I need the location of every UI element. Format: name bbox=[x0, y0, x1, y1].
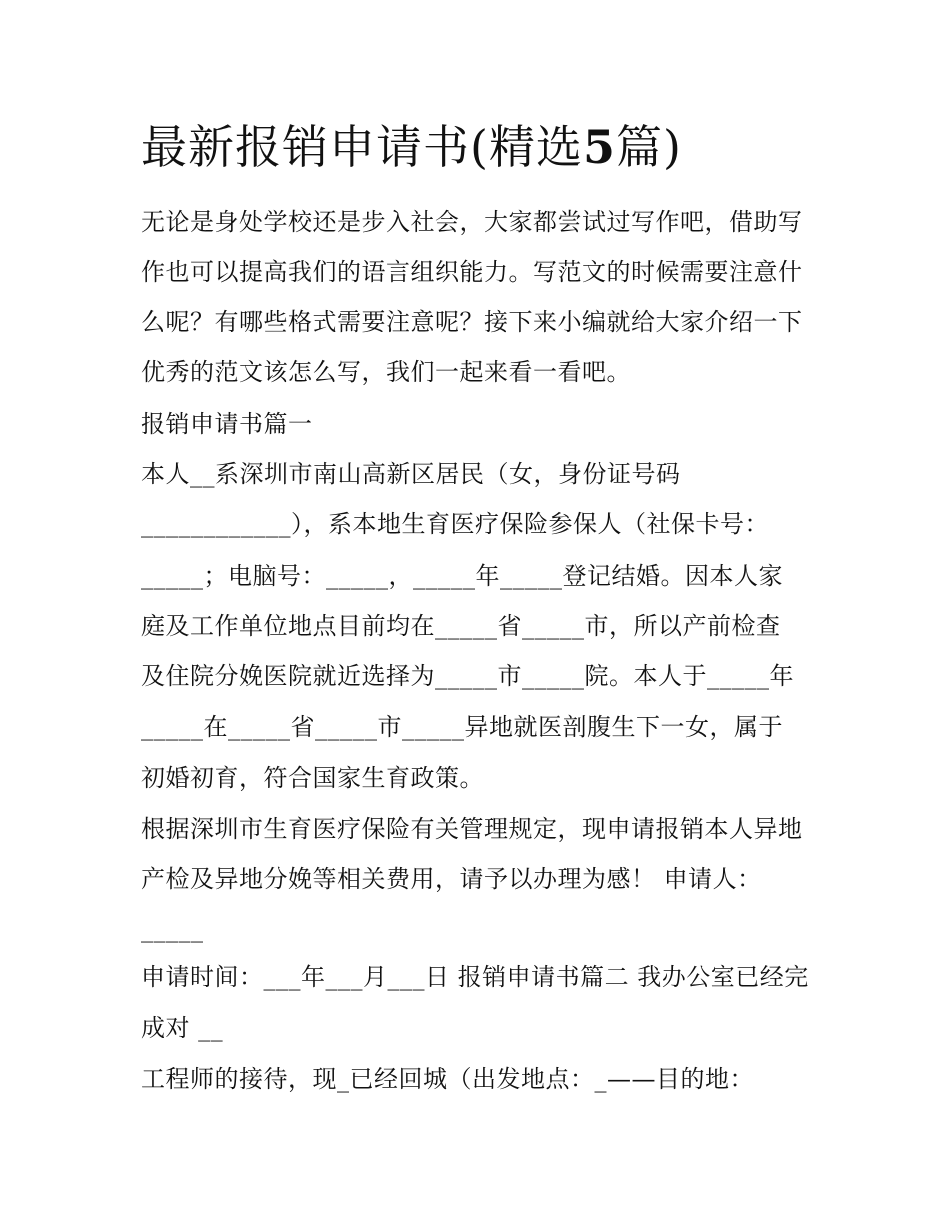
paragraph-line: ____________），系本地生育医疗保险参保人（社保卡号： bbox=[141, 510, 769, 538]
paragraph-line: 么呢？有哪些格式需要注意呢？接下来小编就给大家介绍一下 bbox=[141, 308, 803, 336]
paragraph-line: 初婚初育，符合国家生育政策。 bbox=[141, 764, 484, 792]
paragraph-line: 及住院分娩医院就近选择为_____市_____院。本人于_____年 bbox=[141, 662, 794, 690]
paragraph-line: _____在_____省_____市_____异地就医剖腹生下一女，属于 bbox=[141, 713, 783, 741]
title-prefix: 最新报销申请书(精选 bbox=[141, 120, 583, 174]
paragraph-line: _____；电脑号：_____，_____年_____登记结婚。因本人家 bbox=[141, 562, 783, 590]
document-title bbox=[141, 118, 682, 176]
paragraph-line: 优秀的范文该怎么写，我们一起来看一看吧。 bbox=[141, 358, 631, 386]
title-suffix: 篇) bbox=[615, 120, 682, 174]
paragraph-line: 产检及异地分娩等相关费用，请予以办理为感！ 申请人： bbox=[141, 865, 762, 893]
paragraph-line: 申请时间：___年___月___日 报销申请书篇二 我办公室已经完 bbox=[141, 963, 809, 991]
paragraph-line: 作也可以提高我们的语言组织能力。写范文的时候需要注意什 bbox=[141, 258, 803, 286]
paragraph-line: 无论是身处学校还是步入社会，大家都尝试过写作吧，借助写 bbox=[141, 208, 803, 236]
paragraph-line: 本人__系深圳市南山高新区居民（女，身份证号码 bbox=[141, 460, 681, 488]
paragraph-line: 庭及工作单位地点目前均在_____省_____市，所以产前检查 bbox=[141, 612, 781, 640]
section-heading: 报销申请书篇一 bbox=[141, 410, 313, 438]
paragraph-line: 工程师的接待，现_已经回城（出发地点：_——目的地： bbox=[141, 1065, 754, 1093]
signature-blank: _____ bbox=[141, 915, 204, 943]
title-number: 5 bbox=[582, 120, 616, 174]
paragraph-line: 根据深圳市生育医疗保险有关管理规定，现申请报销本人异地 bbox=[141, 815, 803, 843]
paragraph-line: 成对 __ bbox=[141, 1014, 224, 1042]
